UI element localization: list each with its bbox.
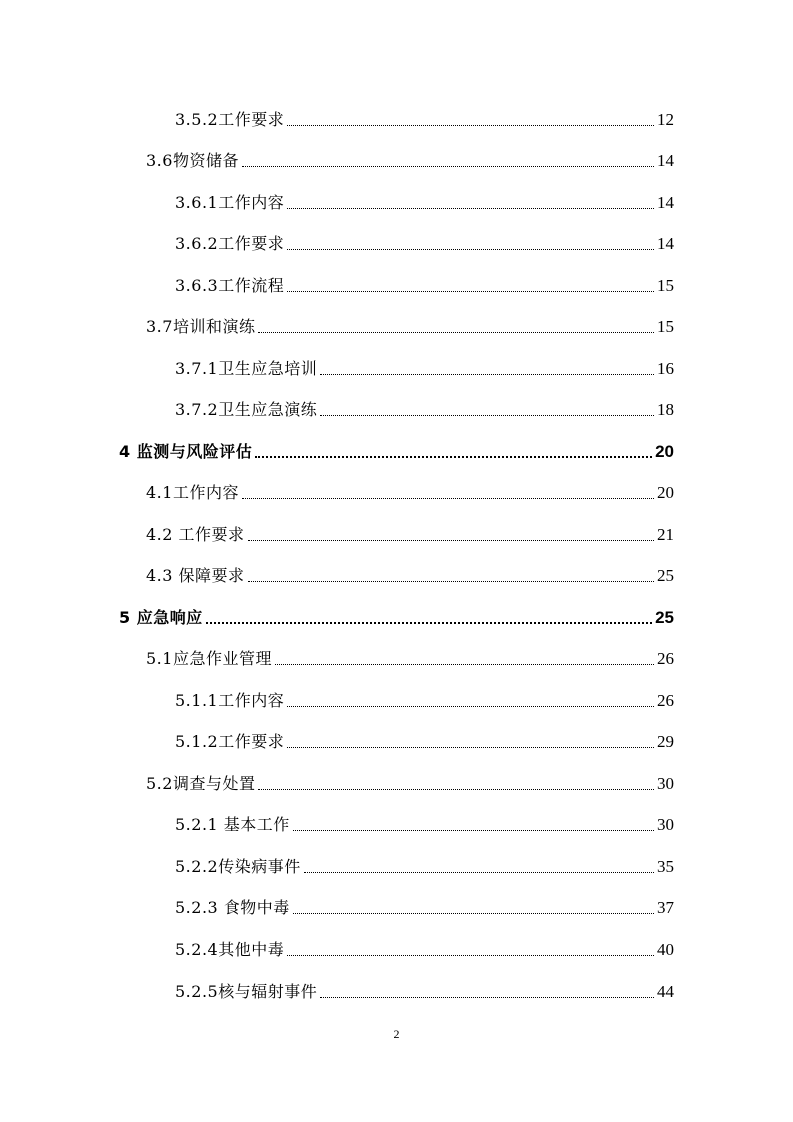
toc-page-number: 20 [657, 483, 674, 502]
toc-entry[interactable] [146, 147, 674, 171]
toc-page-number: 21 [657, 525, 674, 544]
dot-leader [258, 332, 654, 333]
toc-entry-title: 4.2 工作要求 [146, 525, 245, 544]
toc-entry[interactable] [175, 978, 674, 1002]
dot-leader [287, 955, 654, 956]
dot-leader [248, 540, 654, 541]
toc-entry-title: 4.3 保障要求 [146, 566, 245, 585]
toc-entry[interactable] [146, 521, 674, 545]
toc-page-number: 35 [657, 857, 674, 876]
dot-leader [320, 997, 654, 998]
dot-leader [258, 789, 654, 790]
toc-entry-title: 3.6.1工作内容 [175, 193, 285, 212]
toc-page-number: 14 [657, 234, 674, 253]
toc-entry-title: 5 应急响应 [119, 608, 203, 627]
toc-page-number: 14 [657, 151, 674, 170]
toc-entry-title: 3.7.2卫生应急演练 [175, 400, 318, 419]
dot-leader [206, 622, 652, 624]
toc-entry[interactable] [175, 687, 674, 711]
dot-leader [242, 166, 654, 167]
dot-leader [287, 291, 654, 292]
page-number-footer: 2 [393, 1027, 400, 1041]
toc-entry-title: 5.2.1 基本工作 [175, 815, 290, 834]
toc-page-number: 30 [657, 815, 674, 834]
dot-leader [275, 664, 654, 665]
toc-entry[interactable] [146, 479, 674, 503]
toc-page-number: 26 [657, 691, 674, 710]
dot-leader [287, 706, 654, 707]
toc-entry-title: 5.2调查与处置 [146, 774, 256, 793]
toc-entry-title: 5.2.2传染病事件 [175, 857, 301, 876]
toc-entry-title: 5.1.1工作内容 [175, 691, 285, 710]
toc-entry[interactable] [146, 645, 674, 669]
toc-entry[interactable] [119, 438, 674, 462]
dot-leader [320, 415, 654, 416]
toc-page-number: 25 [655, 608, 674, 627]
dot-leader [248, 581, 654, 582]
toc-page-number: 14 [657, 193, 674, 212]
toc-entry[interactable] [146, 562, 674, 586]
toc-page-number: 26 [657, 649, 674, 668]
dot-leader [287, 249, 654, 250]
toc-page-number: 18 [657, 400, 674, 419]
toc-page-number: 37 [657, 898, 674, 917]
toc-entry-title: 5.2.5核与辐射事件 [175, 982, 318, 1001]
toc-entry[interactable] [119, 604, 674, 628]
toc-entry[interactable] [175, 355, 674, 379]
toc-page-number: 25 [657, 566, 674, 585]
toc-entry-title: 3.6.3工作流程 [175, 276, 285, 295]
toc-entry-title: 3.7培训和演练 [146, 317, 256, 336]
dot-leader [304, 872, 654, 873]
toc-page-number: 44 [657, 982, 674, 1001]
dot-leader [255, 456, 652, 458]
toc-page-number: 15 [657, 276, 674, 295]
toc-entry-title: 3.6.2工作要求 [175, 234, 285, 253]
toc-page-number: 40 [657, 940, 674, 959]
toc-page-number: 15 [657, 317, 674, 336]
toc-entry-title: 5.1应急作业管理 [146, 649, 272, 668]
toc-entry-title: 3.6物资储备 [146, 151, 239, 170]
dot-leader [320, 374, 654, 375]
toc-page-number: 20 [655, 442, 674, 461]
toc-entry-title: 3.5.2工作要求 [175, 110, 285, 129]
toc-entry[interactable] [146, 313, 674, 337]
dot-leader [287, 125, 654, 126]
toc-entry[interactable] [175, 936, 674, 960]
dot-leader [287, 747, 654, 748]
toc-entry-title: 3.7.1卫生应急培训 [175, 359, 318, 378]
toc-entry[interactable] [175, 396, 674, 420]
toc-entry[interactable] [146, 770, 674, 794]
toc-entry[interactable] [175, 853, 674, 877]
toc-entry[interactable] [175, 189, 674, 213]
toc-entry-title: 5.1.2工作要求 [175, 732, 285, 751]
dot-leader [242, 498, 654, 499]
toc-entry-title: 4 监测与风险评估 [119, 442, 253, 461]
toc-page-number: 29 [657, 732, 674, 751]
toc-entry[interactable] [175, 106, 674, 130]
toc-entry-title: 5.2.4其他中毒 [175, 940, 285, 959]
toc-entry[interactable] [175, 272, 674, 296]
toc-page-number: 12 [657, 110, 674, 129]
dot-leader [293, 913, 654, 914]
toc-entry[interactable] [175, 230, 674, 254]
toc-entry[interactable] [175, 728, 674, 752]
toc-entry-title: 4.1工作内容 [146, 483, 239, 502]
dot-leader [293, 830, 654, 831]
toc-entry-title: 5.2.3 食物中毒 [175, 898, 290, 917]
toc-entry[interactable] [175, 894, 674, 918]
toc-entry[interactable] [175, 811, 674, 835]
dot-leader [287, 208, 654, 209]
toc-page-number: 30 [657, 774, 674, 793]
toc-page-number: 16 [657, 359, 674, 378]
